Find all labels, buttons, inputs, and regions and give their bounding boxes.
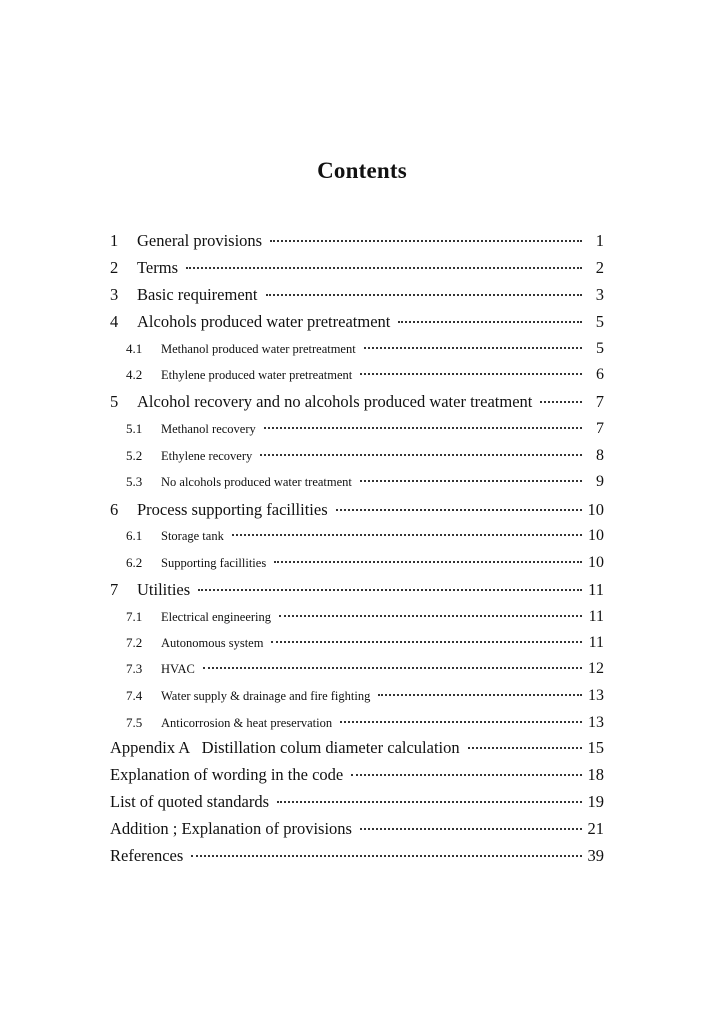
toc-entry-page: 10: [587, 500, 604, 519]
toc-entry-number: 5.1: [126, 421, 143, 436]
toc-entry-title: Basic requirement: [137, 285, 258, 304]
toc-entry-page: 9: [596, 473, 604, 490]
toc-subentry[interactable]: [126, 554, 604, 578]
toc-subentry[interactable]: [126, 608, 604, 632]
toc-entry-number: 7.2: [126, 635, 143, 650]
toc-entry-title: Methanol produced water pretreatment: [161, 342, 356, 356]
toc-entry-number: 6.1: [126, 528, 143, 543]
toc-entry[interactable]: [110, 765, 604, 789]
toc-entry[interactable]: [110, 580, 604, 604]
toc-subentry[interactable]: [126, 473, 604, 497]
toc-leader-dots: [266, 293, 583, 296]
toc-entry-number: 6.2: [126, 555, 143, 570]
toc-entry-title: Water supply & drainage and fire fighting: [161, 689, 371, 703]
toc-entry-title: Ethylene recovery: [161, 449, 253, 463]
toc-subentry[interactable]: [126, 714, 604, 738]
toc-entry-page: 18: [587, 765, 604, 784]
toc-leader-dots: [260, 453, 582, 456]
toc-leader-dots: [364, 346, 582, 349]
toc-entry-number: 7.3: [126, 661, 143, 676]
toc-leader-dots: [277, 800, 581, 803]
toc-entry[interactable]: [110, 285, 604, 309]
toc-entry-page: 5: [595, 312, 604, 331]
toc-entry-page: 11: [588, 634, 604, 651]
toc-entry-title: Methanol recovery: [161, 422, 256, 436]
toc-entry-page: 12: [588, 660, 604, 677]
toc-entry-page: 1: [595, 231, 604, 250]
toc-entry-title: No alcohols produced water treatment: [161, 475, 352, 489]
toc-leader-dots: [351, 773, 581, 776]
toc-entry-title: Appendix A Distillation colum diameter calculation: [110, 738, 460, 757]
toc-entry-page: 19: [587, 792, 604, 811]
toc-entry-number: 7.1: [126, 609, 143, 624]
toc-leader-dots: [340, 720, 582, 723]
toc-entry[interactable]: [110, 392, 604, 416]
toc-leader-dots: [274, 560, 582, 563]
toc-entry-page: 39: [587, 846, 604, 865]
toc-entry-page: 10: [588, 554, 604, 571]
toc-entry[interactable]: [110, 792, 604, 816]
toc-entry-title: Alcohol recovery and no alcohols produced water treatment: [137, 392, 533, 411]
toc-entry-title: References: [110, 846, 184, 865]
toc-entry-title: Anticorrosion & heat preservation: [161, 716, 333, 730]
toc-subentry[interactable]: [126, 366, 604, 390]
toc-entry-number: 7.4: [126, 688, 143, 703]
toc-entry-page: 11: [588, 580, 604, 599]
toc-leader-dots: [271, 640, 582, 643]
toc-entry-number: 2: [110, 258, 119, 277]
toc-subentry[interactable]: [126, 660, 604, 684]
toc-entry-page: 15: [587, 738, 604, 757]
toc-entry[interactable]: [110, 312, 604, 336]
toc-entry-page: 3: [595, 285, 604, 304]
toc-entry-number: 3: [110, 285, 119, 304]
toc-leader-dots: [198, 588, 582, 591]
toc-subentry[interactable]: [126, 527, 604, 551]
toc-leader-dots: [360, 479, 582, 482]
toc-entry-number: 5.3: [126, 474, 143, 489]
toc-entry-page: 7: [596, 420, 604, 437]
toc-subentry[interactable]: [126, 340, 604, 364]
toc-entry-page: 13: [588, 687, 604, 704]
toc-leader-dots: [186, 266, 582, 269]
toc-leader-dots: [468, 746, 582, 749]
toc-entry-page: 11: [588, 608, 604, 625]
toc-leader-dots: [203, 666, 582, 669]
toc-entry[interactable]: [110, 819, 604, 843]
toc-subentry[interactable]: [126, 687, 604, 711]
toc-leader-dots: [540, 400, 582, 403]
toc-entry-number: 7.5: [126, 715, 143, 730]
toc-leader-dots: [279, 614, 582, 617]
toc-leader-dots: [336, 508, 582, 511]
toc-entry-number: 4.1: [126, 341, 143, 356]
toc-entry-page: 10: [588, 527, 604, 544]
toc-entry-title: Alcohols produced water pretreatment: [137, 312, 391, 331]
toc-entry-page: 21: [587, 819, 604, 838]
toc-entry-number: 7: [110, 580, 119, 599]
toc-entry-page: 2: [595, 258, 604, 277]
toc-entry-title: Electrical engineering: [161, 610, 272, 624]
toc-leader-dots: [191, 854, 581, 857]
toc-entry-title: HVAC: [161, 662, 195, 676]
toc-entry[interactable]: [110, 738, 604, 762]
toc-entry-title: Process supporting facillities: [137, 500, 328, 519]
toc-entry-title: Storage tank: [161, 529, 224, 543]
toc-entry-number: 4.2: [126, 367, 143, 382]
toc-entry-title: General provisions: [137, 231, 263, 250]
toc-entry-title: Addition ; Explanation of provisions: [110, 819, 352, 838]
toc-entry-title: Explanation of wording in the code: [110, 765, 344, 784]
toc-entry-number: 4: [110, 312, 119, 331]
toc-subentry[interactable]: [126, 447, 604, 471]
toc-entry-page: 5: [596, 340, 604, 357]
toc-entry-page: 13: [588, 714, 604, 731]
toc-entry-title: Utilities: [137, 580, 191, 599]
toc-leader-dots: [378, 693, 582, 696]
toc-entry-title: Terms: [137, 258, 179, 277]
toc-leader-dots: [398, 320, 582, 323]
toc-entry-title: Autonomous system: [161, 636, 264, 650]
toc-leader-dots: [360, 827, 582, 830]
toc-leader-dots: [264, 426, 582, 429]
toc-entry[interactable]: [110, 231, 604, 255]
toc-entry[interactable]: [110, 500, 604, 524]
toc-subentry[interactable]: [126, 420, 604, 444]
toc-entry-page: 7: [595, 392, 604, 411]
toc-entry-page: 6: [596, 366, 604, 383]
toc-entry-page: 8: [596, 447, 604, 464]
toc-entry[interactable]: [110, 258, 604, 282]
toc-entry-title: Supporting facillities: [161, 556, 267, 570]
toc-entry-number: 5: [110, 392, 119, 411]
toc-entry-title: Ethylene produced water pretreatment: [161, 368, 353, 382]
toc-entry-number: 6: [110, 500, 119, 519]
toc-entry-title: List of quoted standards: [110, 792, 270, 811]
toc-leader-dots: [270, 239, 582, 242]
toc-leader-dots: [360, 372, 582, 375]
toc-subentry[interactable]: [126, 634, 604, 658]
page-title: Contents: [317, 158, 407, 183]
toc-entry-number: 1: [110, 231, 119, 250]
toc-entry-number: 5.2: [126, 448, 143, 463]
toc-entry[interactable]: [110, 846, 604, 870]
toc-leader-dots: [232, 533, 582, 536]
